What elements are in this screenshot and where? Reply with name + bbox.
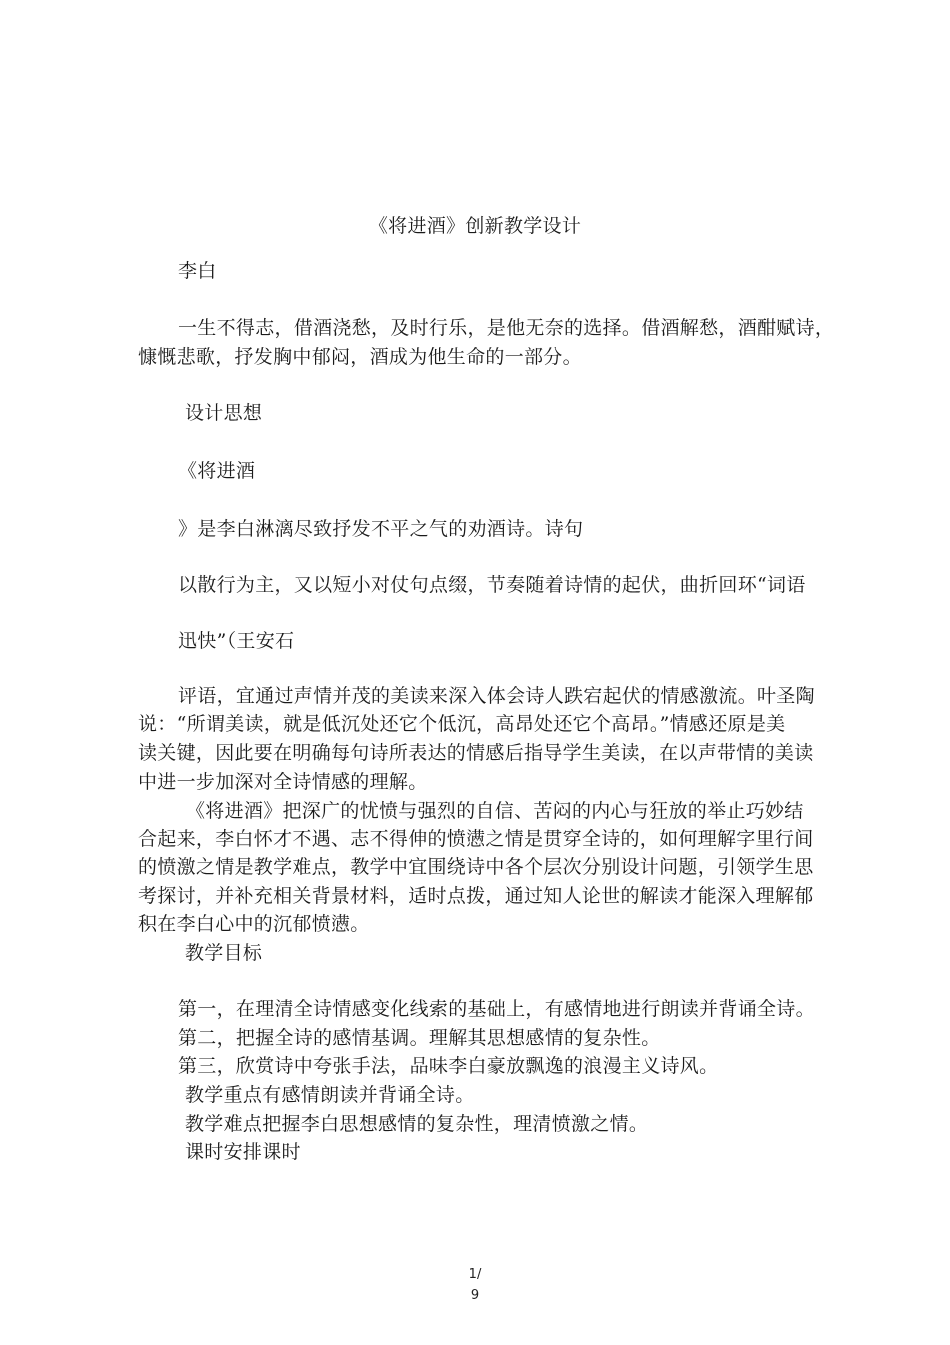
goal-item-3: 第三，欣赏诗中夸张手法，品味李白豪放飘逸的浪漫主义诗风。 [178, 1055, 719, 1077]
author-line: 李白 [178, 260, 217, 282]
intro-line-1: 一生不得志，借酒浇愁，及时行乐，是他无奈的选择。借酒解愁，酒酣赋诗， [178, 317, 835, 339]
document-title: 《将进酒》创新教学设计 [368, 215, 582, 237]
page-number: 1/ [468, 1267, 482, 1282]
design-para1-line-4: 中进一步加深对全诗情感的理解。 [138, 771, 428, 793]
design-fragment-4: 迅快”（王安石 [178, 630, 295, 652]
design-heading: 设计思想 [185, 402, 263, 424]
design-para2-line-3: 的愤激之情是教学难点，教学中宜围绕诗中各个层次分别设计问题，引领学生思 [138, 856, 814, 878]
design-para2-line-1: 《将进酒》把深广的忧愤与强烈的自信、苦闷的内心与狂放的举止巧妙结 [186, 800, 804, 822]
design-para2-line-5: 积在李白心中的沉郁愤懑。 [138, 913, 370, 935]
design-para2-line-4: 考探讨，并补充相关背景材料，适时点拨，通过知人论世的解读才能深入理解郁 [138, 885, 814, 907]
difficulty-line: 教学难点把握李白思想感情的复杂性，理清愤激之情。 [185, 1113, 649, 1135]
schedule-line: 课时安排课时 [185, 1141, 301, 1163]
page-total: 9 [470, 1288, 480, 1303]
design-fragment-3: 以散行为主，又以短小对仗句点缀，节奏随着诗情的起伏，曲折回环“词语 [178, 574, 806, 596]
goal-item-1: 第一，在理清全诗情感变化线索的基础上，有感情地进行朗读并背诵全诗。 [178, 998, 815, 1020]
key-point-line: 教学重点有感情朗读并背诵全诗。 [185, 1084, 475, 1106]
design-para1-line-3: 读关键，因此要在明确每句诗所表达的情感后指导学生美读，在以声带情的美读 [138, 742, 814, 764]
design-para1-line-2: 说：“所谓美读，就是低沉处还它个低沉，高昂处还它个高昂。”情感还原是美 [138, 713, 786, 735]
design-para2-line-2: 合起来，李白怀才不遇、志不得伸的愤懑之情是贯穿全诗的，如何理解字里行间 [138, 828, 814, 850]
goals-heading: 教学目标 [185, 942, 263, 964]
design-fragment-1: 《将进酒 [178, 460, 256, 482]
design-fragment-2: 》是李白淋漓尽致抒发不平之气的劝酒诗。诗句 [178, 518, 584, 540]
intro-line-2: 慷慨悲歌，抒发胸中郁闷，酒成为他生命的一部分。 [138, 346, 582, 368]
design-para1-line-1: 评语，宜通过声情并茂的美读来深入体会诗人跌宕起伏的情感激流。叶圣陶 [178, 685, 815, 707]
goal-item-2: 第二，把握全诗的感情基调。理解其思想感情的复杂性。 [178, 1027, 661, 1049]
